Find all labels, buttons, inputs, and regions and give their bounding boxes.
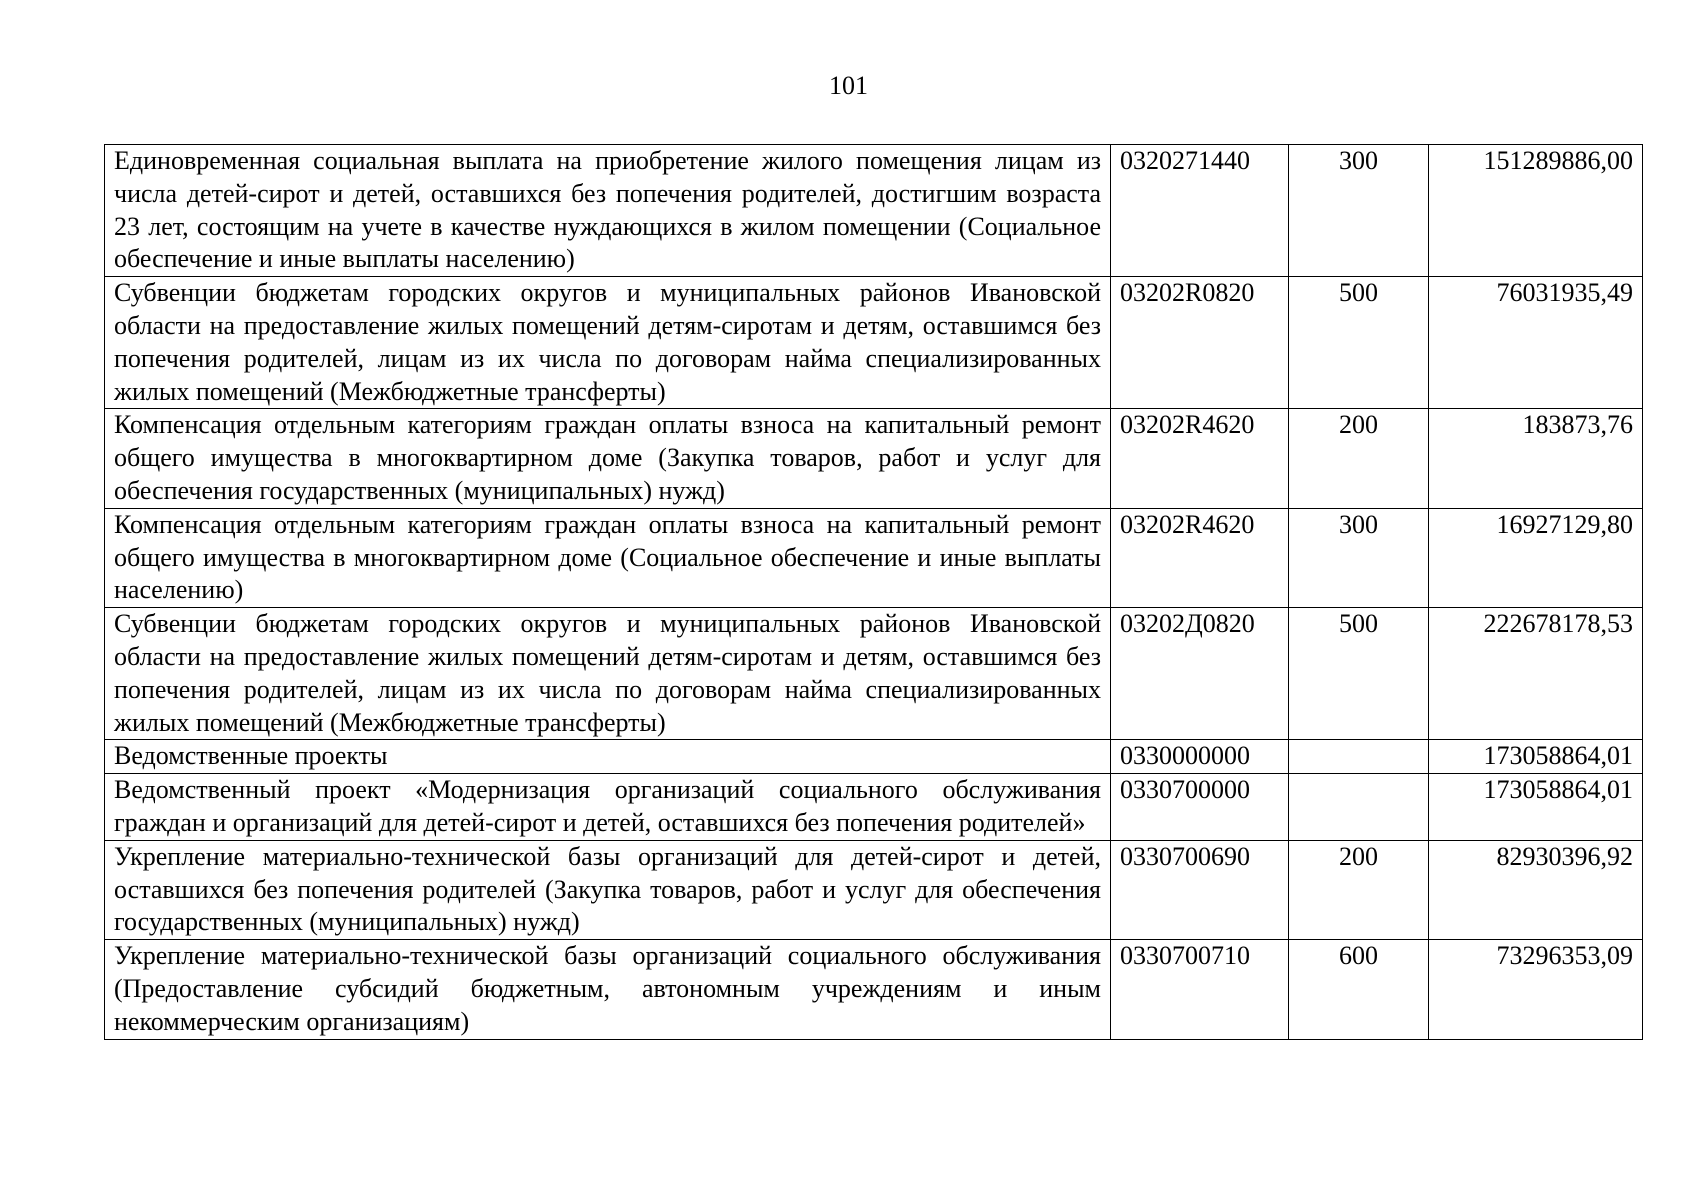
table-row <box>105 277 1643 409</box>
table-row <box>105 508 1643 607</box>
table-row <box>105 409 1643 508</box>
row-sum-cell: 222678178,53 <box>1429 608 1643 740</box>
row-sum-cell: 183873,76 <box>1429 409 1643 508</box>
row-name-cell: Укрепление материально-технической базы организаций для детей-сирот и детей, оставшихся без попечения родителей (Закупка товаров, работ и услуг для обеспечения государственных (муниципальных) нужд) <box>105 840 1111 939</box>
row-name-cell: Субвенции бюджетам городских округов и муниципальных районов Ивановской области на предоставление жилых помещений детям-сиротам и детям, оставшимся без попечения родителей, лицам из их числа по договорам найма специализированных жилых помещений (Межбюджетные трансферты) <box>105 277 1111 409</box>
row-name-cell: Субвенции бюджетам городских округов и муниципальных районов Ивановской области на предоставление жилых помещений детям-сиротам и детям, оставшимся без попечения родителей, лицам из их числа по договорам найма специализированных жилых помещений (Межбюджетные трансферты) <box>105 608 1111 740</box>
row-code-cell: 03202R0820 <box>1111 277 1289 409</box>
table-row <box>105 608 1643 740</box>
table-row <box>105 840 1643 939</box>
row-code-cell: 0330700690 <box>1111 840 1289 939</box>
row-type-cell: 500 <box>1289 277 1429 409</box>
row-sum-cell: 76031935,49 <box>1429 277 1643 409</box>
row-code-cell: 03202R4620 <box>1111 409 1289 508</box>
budget-table <box>104 144 1643 1040</box>
row-type-cell <box>1289 740 1429 774</box>
row-type-cell: 600 <box>1289 940 1429 1039</box>
row-sum-cell: 151289886,00 <box>1429 145 1643 277</box>
table-row <box>105 774 1643 841</box>
row-type-cell: 200 <box>1289 409 1429 508</box>
row-code-cell: 0330700000 <box>1111 774 1289 841</box>
row-sum-cell: 82930396,92 <box>1429 840 1643 939</box>
row-code-cell: 03202Д0820 <box>1111 608 1289 740</box>
row-code-cell: 0320271440 <box>1111 145 1289 277</box>
row-name-cell: Ведомственный проект «Модернизация организаций социального обслуживания граждан и организаций для детей-сирот и детей, оставшихся без попечения родителей» <box>105 774 1111 841</box>
budget-table-body <box>105 145 1643 1040</box>
row-name-cell: Единовременная социальная выплата на приобретение жилого помещения лицам из числа детей-сирот и детей, оставшихся без попечения родителей, достигшим возраста 23 лет, состоящим на учете в качестве нуждающихся в жилом помещении (Социальное обеспечение и иные выплаты населению) <box>105 145 1111 277</box>
row-name-cell: Укрепление материально-технической базы организаций социального обслуживания (Предоставление субсидий бюджетным, автономным учреждениям и иным некоммерческим организациям) <box>105 940 1111 1039</box>
table-row <box>105 145 1643 277</box>
row-name-cell: Компенсация отдельным категориям граждан оплаты взноса на капитальный ремонт общего имущества в многоквартирном доме (Закупка товаров, работ и услуг для обеспечения государственных (муниципальных) нужд) <box>105 409 1111 508</box>
row-type-cell <box>1289 774 1429 841</box>
row-sum-cell: 73296353,09 <box>1429 940 1643 1039</box>
row-sum-cell: 16927129,80 <box>1429 508 1643 607</box>
row-type-cell: 300 <box>1289 145 1429 277</box>
row-code-cell: 0330700710 <box>1111 940 1289 1039</box>
row-code-cell: 03202R4620 <box>1111 508 1289 607</box>
row-name-cell: Компенсация отдельным категориям граждан оплаты взноса на капитальный ремонт общего имущества в многоквартирном доме (Социальное обеспечение и иные выплаты населению) <box>105 508 1111 607</box>
row-sum-cell: 173058864,01 <box>1429 740 1643 774</box>
row-sum-cell: 173058864,01 <box>1429 774 1643 841</box>
page-number: 101 <box>829 71 868 100</box>
table-row <box>105 940 1643 1039</box>
row-type-cell: 200 <box>1289 840 1429 939</box>
row-type-cell: 500 <box>1289 608 1429 740</box>
row-code-cell: 0330000000 <box>1111 740 1289 774</box>
row-type-cell: 300 <box>1289 508 1429 607</box>
row-name-cell: Ведомственные проекты <box>105 740 1111 774</box>
table-row <box>105 740 1643 774</box>
